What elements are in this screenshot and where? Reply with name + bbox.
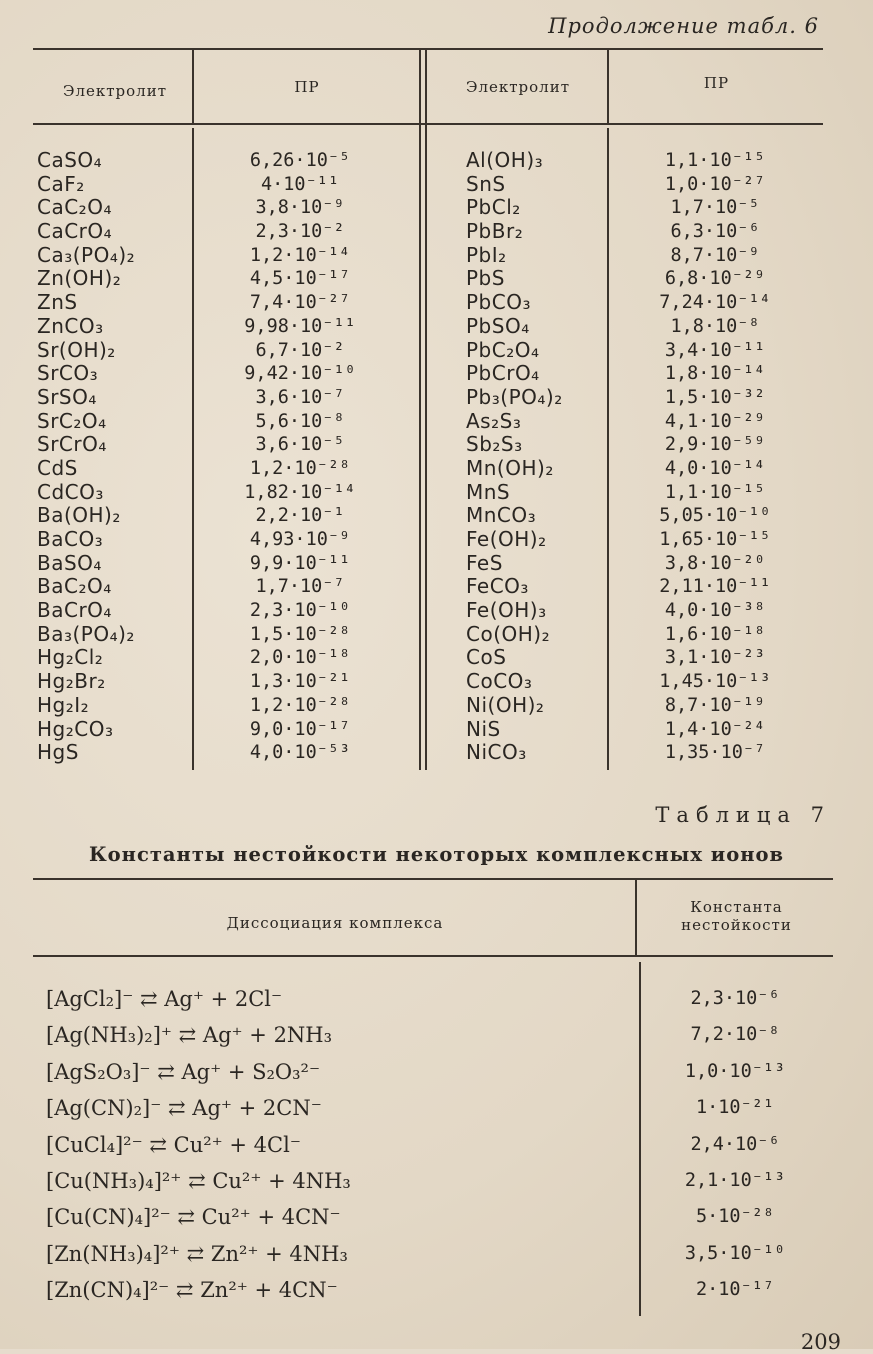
electrolyte-cell: CaF₂ <box>37 171 85 196</box>
pr-cell: 4,0·10⁻⁵³ <box>249 742 351 764</box>
dissociation-column <box>46 981 626 1309</box>
pr-cell: 9,9·10⁻¹¹ <box>249 552 351 574</box>
pr-cell: 8,7·10⁻⁹ <box>670 244 760 266</box>
pr-cell: 1,7·10⁻⁵ <box>670 197 760 219</box>
electrolyte-cell: Fe(OH)₃ <box>466 598 547 623</box>
pr-cell: 4·10⁻¹¹ <box>261 173 339 195</box>
electrolyte-cell: PbSO₄ <box>466 313 530 338</box>
instability-constant: 1,0·10⁻¹³ <box>684 1060 786 1082</box>
electrolyte-cell: CdS <box>37 455 78 480</box>
header-electrolyte-left: Электролит <box>62 82 167 100</box>
pr-cell: 5,6·10⁻⁸ <box>255 410 345 432</box>
pr-cell: 1,2·10⁻²⁸ <box>249 694 351 716</box>
pr-cell: 1,65·10⁻¹⁵ <box>659 529 771 550</box>
instability-constant: 2,4·10⁻⁶ <box>690 1133 780 1155</box>
table6-top-rule <box>33 48 823 50</box>
pr-cell: 6,26·10⁻⁵ <box>249 150 351 171</box>
instability-constant: 2,3·10⁻⁶ <box>690 988 780 1009</box>
electrolyte-cell: Fe(OH)₂ <box>466 527 547 551</box>
electrolyte-cell: PbS <box>466 266 505 291</box>
electrolyte-cell: CaSO₄ <box>37 148 103 172</box>
electrolyte-cell: MnCO₃ <box>466 503 537 528</box>
pr-cell: 1,2·10⁻¹⁴ <box>249 244 351 266</box>
pr-cell: 1,5·10⁻²⁸ <box>249 623 351 645</box>
header-dissociation: Диссоциация комплекса <box>226 914 444 932</box>
pr-cell: 2,0·10⁻¹⁸ <box>249 647 351 669</box>
pr-cell: 1,2·10⁻²⁸ <box>249 457 351 479</box>
pr-cell: 7,4·10⁻²⁷ <box>249 292 351 314</box>
pr-cell: 3,1·10⁻²³ <box>664 647 766 669</box>
table7-header-rule <box>33 955 833 957</box>
pr-cell: 1,45·10⁻¹³ <box>659 671 771 693</box>
continuation-title: Продолжение табл. 6 <box>548 14 819 38</box>
pr-cell: 2,2·10⁻¹ <box>255 505 345 527</box>
electrolyte-cell: Sr(OH)₂ <box>37 337 116 362</box>
header-pr-left: ПР <box>294 78 320 96</box>
electrolyte-cell: Al(OH)₃ <box>466 148 544 172</box>
electrolyte-cell: BaSO₄ <box>37 550 102 575</box>
electrolyte-cell: PbBr₂ <box>466 219 524 244</box>
table7-divider-head <box>635 880 637 955</box>
pr-cell: 1,35·10⁻⁷ <box>664 742 766 764</box>
electrolyte-cell: SrSO₄ <box>37 384 97 409</box>
pr-cell: 1,82·10⁻¹⁴ <box>244 481 356 503</box>
instability-constant: 2·10⁻¹⁷ <box>696 1279 774 1301</box>
left-pr-column <box>200 149 400 765</box>
electrolyte-cell: CaCrO₄ <box>37 219 113 244</box>
pr-cell: 4,1·10⁻²⁹ <box>664 410 766 432</box>
electrolyte-cell: PbCO₃ <box>466 290 531 315</box>
electrolyte-cell: Ba₃(PO₄)₂ <box>37 621 135 646</box>
electrolyte-cell: Mn(OH)₂ <box>466 455 554 480</box>
electrolyte-cell: NiCO₃ <box>466 740 527 765</box>
right-pr-column <box>615 149 815 765</box>
dissociation-equation: [CuCl₄]²⁻ ⇄ Cu²⁺ + 4Cl⁻ <box>46 1132 301 1157</box>
electrolyte-cell: SnS <box>466 171 506 196</box>
dissociation-equation: [Cu(NH₃)₄]²⁺ ⇄ Cu²⁺ + 4NH₃ <box>46 1168 351 1193</box>
pr-cell: 4,0·10⁻¹⁴ <box>664 457 766 479</box>
pr-cell: 2,9·10⁻⁵⁹ <box>664 434 766 456</box>
header-constant <box>640 898 833 934</box>
pr-cell: 1,1·10⁻¹⁵ <box>664 481 766 503</box>
electrolyte-cell: BaCO₃ <box>37 527 104 551</box>
electrolyte-cell: SrC₂O₄ <box>37 408 107 433</box>
dissociation-equation: [Zn(NH₃)₄]²⁺ ⇄ Zn²⁺ + 4NH₃ <box>46 1241 348 1266</box>
table6-header-rule <box>33 123 823 125</box>
pr-cell: 3,8·10⁻⁹ <box>255 197 345 219</box>
electrolyte-cell: Zn(OH)₂ <box>37 266 122 291</box>
electrolyte-cell: PbCl₂ <box>466 195 521 220</box>
header-constant-line1: Константа <box>690 898 783 916</box>
electrolyte-cell: FeCO₃ <box>466 574 529 599</box>
electrolyte-cell: ZnCO₃ <box>37 313 104 338</box>
table7-label: Таблица 7 <box>655 803 831 827</box>
instability-constant: 1·10⁻²¹ <box>696 1097 774 1119</box>
dissociation-equation: [Ag(NH₃)₂]⁺ ⇄ Ag⁺ + 2NH₃ <box>46 1023 333 1048</box>
instability-constant: 5·10⁻²⁸ <box>696 1206 774 1228</box>
pr-cell: 2,11·10⁻¹¹ <box>659 576 771 598</box>
dissociation-equation: [AgS₂O₃]⁻ ⇄ Ag⁺ + S₂O₃²⁻ <box>46 1059 321 1084</box>
right-electrolyte-column <box>466 149 616 765</box>
electrolyte-cell: BaCrO₄ <box>37 598 112 623</box>
electrolyte-cell: CdCO₃ <box>37 479 104 504</box>
pr-cell: 5,05·10⁻¹⁰ <box>659 505 771 527</box>
dissociation-equation: [Zn(CN)₄]²⁻ ⇄ Zn²⁺ + 4CN⁻ <box>46 1278 338 1303</box>
pr-cell: 1,4·10⁻²⁴ <box>664 718 766 740</box>
dissociation-equation: [Ag(CN)₂]⁻ ⇄ Ag⁺ + 2CN⁻ <box>46 1096 322 1121</box>
electrolyte-cell: PbCrO₄ <box>466 361 540 386</box>
pr-cell: 1,8·10⁻⁸ <box>670 315 760 337</box>
electrolyte-cell: Sb₂S₃ <box>466 432 523 457</box>
pr-cell: 1,8·10⁻¹⁴ <box>664 363 766 385</box>
instability-constant: 7,2·10⁻⁸ <box>690 1024 780 1046</box>
pr-cell: 1,3·10⁻²¹ <box>249 671 351 693</box>
electrolyte-cell: Ni(OH)₂ <box>466 692 545 717</box>
electrolyte-cell: As₂S₃ <box>466 408 522 433</box>
pr-cell: 6,3·10⁻⁶ <box>670 221 760 243</box>
table6-divider-1-head <box>192 50 194 123</box>
electrolyte-cell: NiS <box>466 716 501 741</box>
pr-cell: 7,24·10⁻¹⁴ <box>659 292 771 314</box>
page-number: 209 <box>800 1330 841 1354</box>
pr-cell: 3,6·10⁻⁵ <box>255 434 345 456</box>
electrolyte-cell: PbI₂ <box>466 242 507 267</box>
table7-top-rule <box>33 878 833 880</box>
electrolyte-cell: Hg₂CO₃ <box>37 716 114 741</box>
pr-cell: 1,1·10⁻¹⁵ <box>664 150 766 171</box>
electrolyte-cell: ZnS <box>37 290 78 315</box>
table6-divider-1 <box>192 128 194 770</box>
table7-title: Константы нестойкости некоторых комплексных ионов <box>88 843 785 866</box>
electrolyte-cell: CoS <box>466 645 507 670</box>
pr-cell: 4,0·10⁻³⁸ <box>664 600 766 622</box>
electrolyte-cell: HgS <box>37 740 79 765</box>
header-pr-right: ПР <box>703 74 730 92</box>
pr-cell: 8,7·10⁻¹⁹ <box>664 694 766 716</box>
electrolyte-cell: SrCrO₄ <box>37 432 107 457</box>
electrolyte-cell: MnS <box>466 479 511 504</box>
pr-cell: 1,5·10⁻³² <box>664 386 766 408</box>
pr-cell: 6,7·10⁻² <box>255 339 345 361</box>
electrolyte-cell: Co(OH)₂ <box>466 621 551 646</box>
pr-cell: 1,6·10⁻¹⁸ <box>664 623 766 645</box>
electrolyte-cell: CaC₂O₄ <box>37 195 112 220</box>
left-electrolyte-column <box>37 149 187 765</box>
instability-constant: 3,5·10⁻¹⁰ <box>684 1242 786 1264</box>
pr-cell: 9,0·10⁻¹⁷ <box>249 718 351 740</box>
electrolyte-cell: CoCO₃ <box>466 669 533 694</box>
pr-cell: 4,93·10⁻⁹ <box>249 529 351 550</box>
electrolyte-cell: PbC₂O₄ <box>466 337 540 362</box>
pr-cell: 3,6·10⁻⁷ <box>255 386 345 408</box>
dissociation-equation: [AgCl₂]⁻ ⇄ Ag⁺ + 2Cl⁻ <box>46 987 283 1011</box>
electrolyte-cell: Hg₂Br₂ <box>37 669 106 694</box>
pr-cell: 9,42·10⁻¹⁰ <box>244 363 356 385</box>
electrolyte-cell: BaC₂O₄ <box>37 574 112 599</box>
dissociation-equation: [Cu(CN)₄]²⁻ ⇄ Cu²⁺ + 4CN⁻ <box>46 1205 341 1230</box>
electrolyte-cell: Hg₂Cl₂ <box>37 645 104 670</box>
electrolyte-cell: Hg₂I₂ <box>37 692 90 717</box>
pr-cell: 2,3·10⁻¹⁰ <box>249 600 351 622</box>
pr-cell: 1,7·10⁻⁷ <box>255 576 345 598</box>
electrolyte-cell: SrCO₃ <box>37 361 99 386</box>
table6-divider-2b <box>425 50 427 770</box>
pr-cell: 3,4·10⁻¹¹ <box>664 339 766 361</box>
constant-column <box>640 981 830 1309</box>
electrolyte-cell: Ba(OH)₂ <box>37 503 121 528</box>
electrolyte-cell: Ca₃(PO₄)₂ <box>37 242 136 267</box>
table6-divider-2a <box>419 50 421 770</box>
electrolyte-cell: Pb₃(PO₄)₂ <box>466 384 563 409</box>
pr-cell: 6,8·10⁻²⁹ <box>664 268 766 290</box>
pr-cell: 9,98·10⁻¹¹ <box>244 315 356 337</box>
header-constant-line2: нестойкости <box>681 916 792 934</box>
pr-cell: 2,3·10⁻² <box>255 221 345 243</box>
pr-cell: 4,5·10⁻¹⁷ <box>249 268 351 290</box>
header-electrolyte-right: Электролит <box>465 78 570 96</box>
instability-constant: 2,1·10⁻¹³ <box>684 1169 786 1191</box>
pr-cell: 1,0·10⁻²⁷ <box>664 173 766 195</box>
electrolyte-cell: FeS <box>466 550 503 575</box>
pr-cell: 3,8·10⁻²⁰ <box>664 552 766 574</box>
